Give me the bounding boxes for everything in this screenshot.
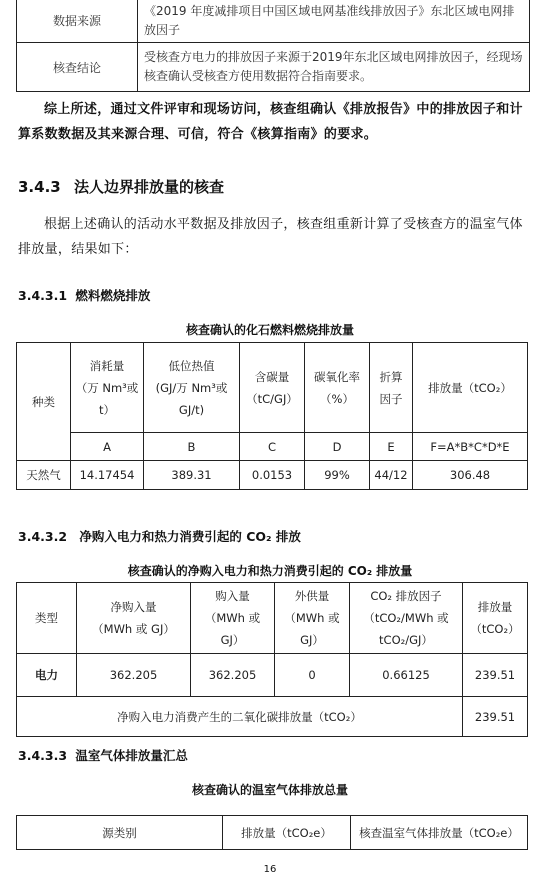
export-header: 外供量 （MWh 或 GJ） — [275, 583, 350, 654]
total-label: 净购入电力消费产生的二氧化碳排放量（tCO₂） — [17, 697, 463, 737]
conclusion-label: 核查结论 — [17, 43, 138, 92]
fuel-table-caption: 核查确认的化石燃料燃烧排放量 — [185, 323, 354, 337]
table-cell: 0.0153 — [240, 461, 305, 490]
table-cell: 389.31 — [144, 461, 240, 490]
verified-emission-header: 核查温室气体排放量（tCO₂e） — [351, 816, 528, 850]
conclusion-value: 受核查方电力的排放因子来源于2019年东北区域电网排放因子，经现场核查确认受核查方使用数据符合指南要求。 — [138, 43, 530, 92]
page-number: 16 — [263, 864, 277, 875]
table-cell: 239.51 — [463, 654, 528, 697]
section-heading-3-4-3-2 — [18, 527, 301, 545]
carbon-content-header: 含碳量 （tC/GJ） — [240, 343, 305, 433]
net-purchase-header: 净购入量 （MWh 或 GJ） — [77, 583, 191, 654]
code-cell: D — [305, 433, 370, 461]
code-cell: F=A*B*C*D*E — [413, 433, 528, 461]
section-number: 3.4.3.1 — [18, 288, 68, 303]
table-total-row — [17, 697, 528, 737]
section-number: 3.4.3 — [18, 178, 61, 196]
table-header-row — [17, 816, 528, 850]
conversion-factor-header: 折算 因子 — [370, 343, 413, 433]
electric-table-caption: 核查确认的净购入电力和热力消费引起的 CO₂ 排放量 — [127, 564, 413, 578]
table-cell: 99% — [305, 461, 370, 490]
section-title: 净购入电力和热力消费引起的 CO₂ 排放 — [79, 529, 301, 544]
heat-value-header: 低位热值 (GJ/万 Nm³或 GJ/t) — [144, 343, 240, 433]
electricity-table — [16, 582, 528, 737]
type-header: 类型 — [17, 583, 77, 654]
table-cell: 362.205 — [191, 654, 275, 697]
oxidation-rate-header: 碳氧化率 （%） — [305, 343, 370, 433]
table-row — [17, 461, 528, 490]
section-title: 温室气体排放量汇总 — [75, 748, 188, 763]
sum-table-caption: 核查确认的温室气体排放总量 — [191, 783, 348, 797]
emission-header: 排放量（tCO₂e） — [223, 816, 351, 850]
source-value: 《2019 年度减排项目中国区域电网基准线排放因子》东北区域电网排放因子 — [138, 0, 530, 43]
section-heading-3-4-3-3 — [18, 746, 188, 764]
source-table — [16, 0, 530, 92]
intro-paragraph: 根据上述确认的活动水平数据及排放因子，核查组重新计算了受核查方的温室气体排放量，结果如下： — [18, 217, 523, 257]
total-value: 239.51 — [463, 697, 528, 737]
emission-header: 排放量（tCO₂） — [413, 343, 528, 433]
table-code-row — [17, 433, 528, 461]
code-cell: E — [370, 433, 413, 461]
fuel-kind-header: 种类 — [17, 343, 71, 461]
emission-header: 排放量 （tCO₂） — [463, 583, 528, 654]
table-cell: 0 — [275, 654, 350, 697]
purchase-header: 购入量 （MWh 或 GJ） — [191, 583, 275, 654]
table-cell: 44/12 — [370, 461, 413, 490]
code-cell: C — [240, 433, 305, 461]
section-title: 燃料燃烧排放 — [75, 288, 151, 303]
fuel-table — [16, 342, 528, 490]
table-cell: 362.205 — [77, 654, 191, 697]
type-cell: 电力 — [17, 654, 77, 697]
table-cell: 0.66125 — [350, 654, 463, 697]
emission-factor-header: CO₂ 排放因子 （tCO₂/MWh 或 tCO₂/GJ） — [350, 583, 463, 654]
consumption-header: 消耗量 （万 Nm³或 t） — [71, 343, 144, 433]
source-category-header: 源类别 — [17, 816, 223, 850]
source-label: 数据来源 — [17, 0, 138, 43]
code-cell: B — [144, 433, 240, 461]
section-heading-3-4-3 — [18, 176, 224, 197]
table-header-row — [17, 583, 528, 654]
summary-paragraph: 综上所述，通过文件评审和现场访问，核查组确认《排放报告》中的排放因子和计算系数数据及其来源合理、可信，符合《核算指南》的要求。 — [18, 102, 523, 142]
code-cell: A — [71, 433, 144, 461]
fuel-kind-cell: 天然气 — [17, 461, 71, 490]
section-number: 3.4.3.3 — [18, 748, 68, 763]
table-cell: 306.48 — [413, 461, 528, 490]
table-row — [17, 654, 528, 697]
table-row — [17, 0, 530, 43]
summary-table — [16, 815, 528, 850]
section-heading-3-4-3-1 — [18, 286, 150, 304]
table-row — [17, 43, 530, 92]
table-cell: 14.17454 — [71, 461, 144, 490]
section-title: 法人边界排放量的核查 — [73, 178, 224, 196]
table-header-row — [17, 343, 528, 433]
section-number: 3.4.3.2 — [18, 529, 68, 544]
